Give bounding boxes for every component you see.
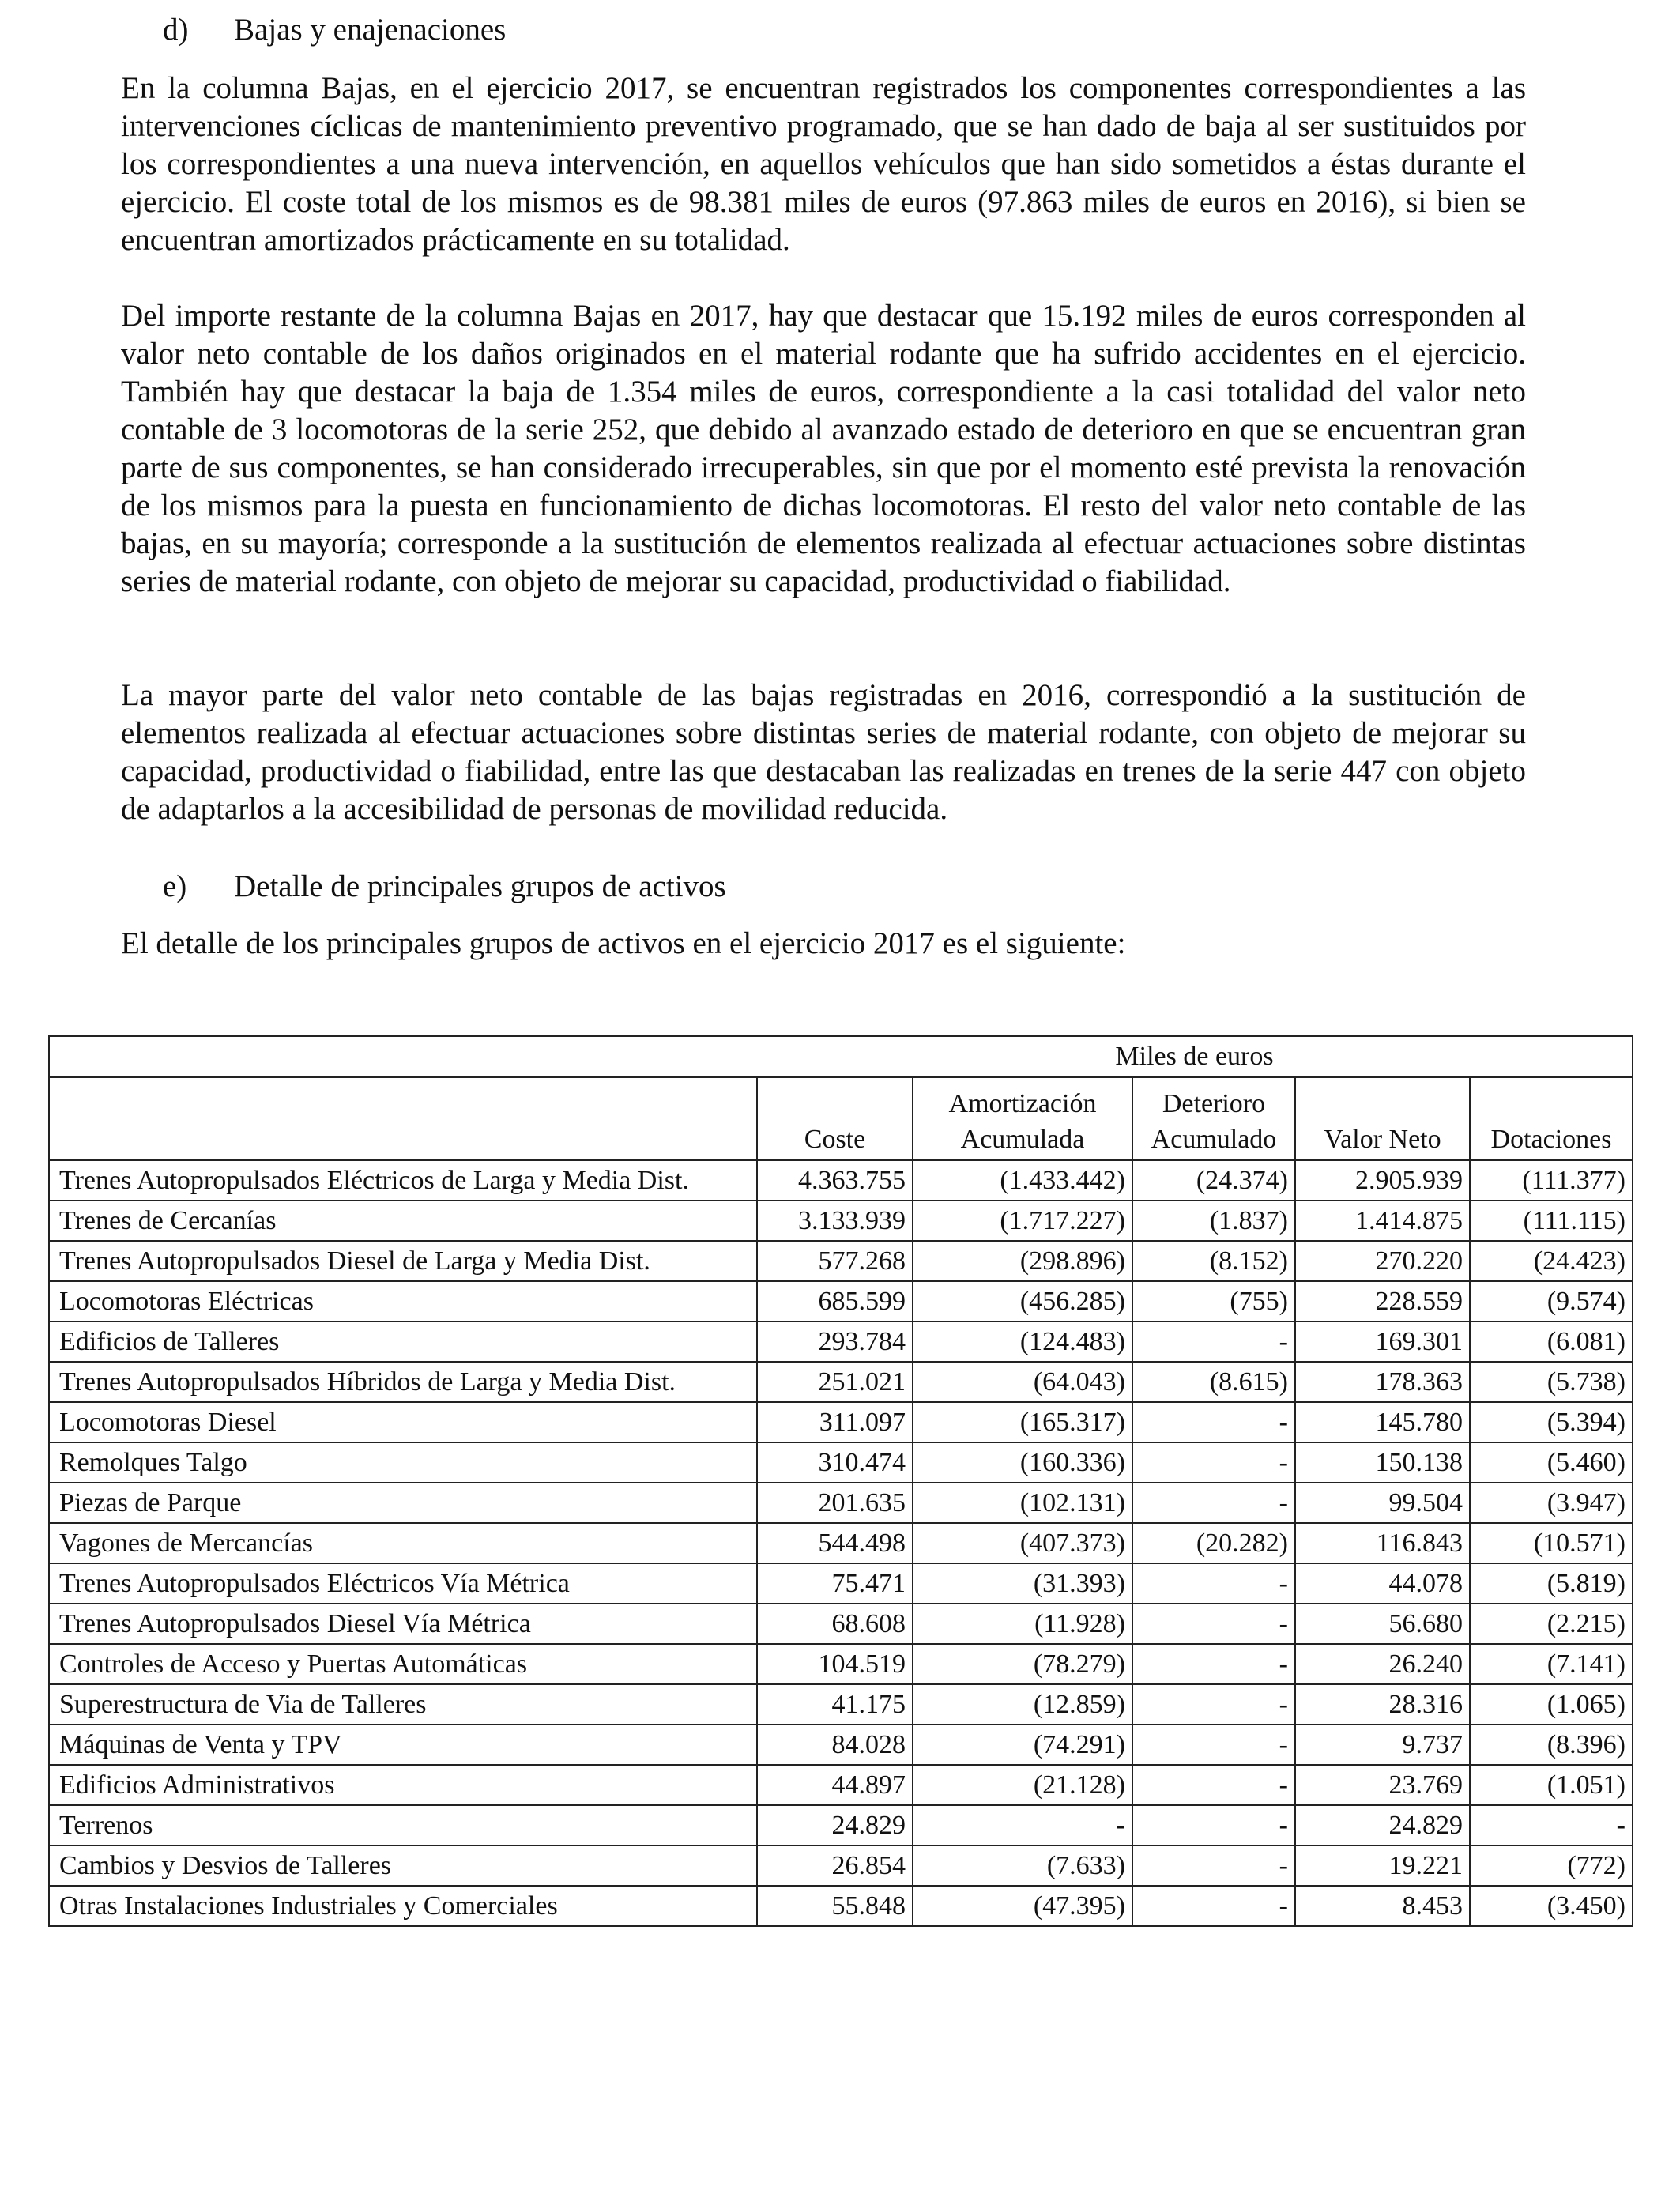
table-row: [49, 1644, 1633, 1684]
row-label: Trenes Autopropulsados Diesel de Larga y Media Dist.: [49, 1241, 757, 1281]
table-row: [49, 1765, 1633, 1805]
row-label: Superestructura de Via de Talleres: [49, 1684, 757, 1725]
section-e-marker: e): [163, 869, 187, 903]
row-label: Cambios y Desvios de Talleres: [49, 1845, 757, 1886]
row-label: Trenes Autopropulsados Híbridos de Larga y Media Dist.: [49, 1362, 757, 1402]
cell-coste: 41.175: [757, 1684, 913, 1725]
cell-deterioro: (8.615): [1132, 1362, 1295, 1402]
assets-table-body: [49, 1036, 1633, 1926]
cell-amortizacion: (47.395): [913, 1886, 1132, 1926]
cell-valor-neto: 169.301: [1295, 1321, 1470, 1362]
cell-deterioro: (1.837): [1132, 1201, 1295, 1241]
cell-deterioro: -: [1132, 1483, 1295, 1523]
cell-valor-neto: 150.138: [1295, 1442, 1470, 1483]
cell-deterioro: -: [1132, 1321, 1295, 1362]
paragraph-2: Del importe restante de la columna Bajas en 2017, hay que destacar que 15.192 miles de euros corresponden al valor neto contable de los daños originados en el material rodante que ha sufrido accidentes en el ejercicio. También hay que destacar la baja de 1.354 miles de euros, correspondiente a la casi totalidad del valor neto contable de 3 locomotoras de la serie 252, que debido al avanzado estado de deterioro en que se encuentran gran parte de sus componentes, se han considerado irrecuperables, sin que por el momento esté prevista la renovación de los mismos para la puesta en funcionamiento de dichas locomotoras. El resto del valor neto contable de las bajas, en su mayoría; corresponde a la sustitución de elementos realizada al efectuar actuaciones sobre distintas series de material rodante, con objeto de mejorar su capacidad, productividad o fiabilidad.: [121, 299, 1526, 598]
cell-amortizacion: (160.336): [913, 1442, 1132, 1483]
cell-amortizacion: (407.373): [913, 1523, 1132, 1563]
table-intro: El detalle de los principales grupos de activos en el ejercicio 2017 es el siguiente:: [121, 926, 1126, 960]
column-header-line: Valor Neto: [1324, 1125, 1441, 1154]
cell-coste: 44.897: [757, 1765, 913, 1805]
cell-deterioro: -: [1132, 1644, 1295, 1684]
table-row: [49, 1604, 1633, 1644]
row-label: Trenes Autopropulsados Diesel Vía Métrica: [49, 1604, 757, 1644]
cell-dotaciones: (3.450): [1470, 1886, 1633, 1926]
cell-valor-neto: 23.769: [1295, 1765, 1470, 1805]
header-blank-cell: [49, 1036, 757, 1077]
cell-amortizacion: (12.859): [913, 1684, 1132, 1725]
cell-coste: 577.268: [757, 1241, 913, 1281]
cell-deterioro: -: [1132, 1442, 1295, 1483]
cell-coste: 55.848: [757, 1886, 913, 1926]
cell-amortizacion: (165.317): [913, 1402, 1132, 1442]
row-label: Otras Instalaciones Industriales y Comerciales: [49, 1886, 757, 1926]
cell-deterioro: -: [1132, 1563, 1295, 1604]
column-header-deterioro: [1132, 1077, 1295, 1160]
section-d-heading: [163, 11, 506, 49]
cell-amortizacion: (102.131): [913, 1483, 1132, 1523]
table-row: [49, 1563, 1633, 1604]
cell-valor-neto: 56.680: [1295, 1604, 1470, 1644]
column-header-line: Acumulado: [1151, 1125, 1277, 1154]
cell-amortizacion: (1.433.442): [913, 1160, 1132, 1201]
cell-deterioro: (755): [1132, 1281, 1295, 1321]
cell-coste: 201.635: [757, 1483, 913, 1523]
column-header-line: Dotaciones: [1490, 1125, 1612, 1154]
row-label: Locomotoras Eléctricas: [49, 1281, 757, 1321]
cell-deterioro: (24.374): [1132, 1160, 1295, 1201]
section-e-heading: [163, 868, 726, 906]
table-row: [49, 1160, 1633, 1201]
table-row: [49, 1845, 1633, 1886]
cell-coste: 26.854: [757, 1845, 913, 1886]
cell-valor-neto: 116.843: [1295, 1523, 1470, 1563]
paragraph-1: En la columna Bajas, en el ejercicio 2017, se encuentran registrados los componentes correspondientes a las intervenciones cíclicas de mantenimiento preventivo programado, que se han dado de baja al ser sustituidos por los correspondientes a una nueva intervención, en aquellos vehículos que han sido sometidos a éstas durante el ejercicio. El coste total de los mismos es de 98.381 miles de euros (97.863 miles de euros en 2016), si bien se encuentran amortizados prácticamente en su totalidad.: [121, 71, 1526, 257]
cell-amortizacion: (1.717.227): [913, 1201, 1132, 1241]
table-row: [49, 1684, 1633, 1725]
column-header-valor-neto: [1295, 1077, 1470, 1160]
cell-dotaciones: (1.065): [1470, 1684, 1633, 1725]
cell-valor-neto: 2.905.939: [1295, 1160, 1470, 1201]
row-label: Terrenos: [49, 1805, 757, 1845]
cell-amortizacion: (456.285): [913, 1281, 1132, 1321]
cell-deterioro: -: [1132, 1402, 1295, 1442]
cell-dotaciones: (5.738): [1470, 1362, 1633, 1402]
cell-dotaciones: (2.215): [1470, 1604, 1633, 1644]
cell-dotaciones: (8.396): [1470, 1725, 1633, 1765]
table-row: [49, 1241, 1633, 1281]
row-label: Máquinas de Venta y TPV: [49, 1725, 757, 1765]
cell-dotaciones: (3.947): [1470, 1483, 1633, 1523]
cell-valor-neto: 8.453: [1295, 1886, 1470, 1926]
table-row: [49, 1725, 1633, 1765]
header-blank-cell: [49, 1077, 757, 1160]
row-label: Locomotoras Diesel: [49, 1402, 757, 1442]
table-row: [49, 1321, 1633, 1362]
cell-amortizacion: (21.128): [913, 1765, 1132, 1805]
cell-valor-neto: 24.829: [1295, 1805, 1470, 1845]
column-header-line: Amortización: [948, 1089, 1097, 1118]
row-label: Controles de Acceso y Puertas Automáticas: [49, 1644, 757, 1684]
cell-valor-neto: 28.316: [1295, 1684, 1470, 1725]
cell-dotaciones: (9.574): [1470, 1281, 1633, 1321]
row-label: Trenes de Cercanías: [49, 1201, 757, 1241]
cell-amortizacion: (78.279): [913, 1644, 1132, 1684]
cell-valor-neto: 19.221: [1295, 1845, 1470, 1886]
cell-dotaciones: (772): [1470, 1845, 1633, 1886]
table-row: [49, 1281, 1633, 1321]
cell-dotaciones: (10.571): [1470, 1523, 1633, 1563]
cell-valor-neto: 1.414.875: [1295, 1201, 1470, 1241]
table-row: [49, 1362, 1633, 1402]
cell-amortizacion: (7.633): [913, 1845, 1132, 1886]
cell-dotaciones: (24.423): [1470, 1241, 1633, 1281]
cell-coste: 251.021: [757, 1362, 913, 1402]
cell-dotaciones: (5.460): [1470, 1442, 1633, 1483]
column-header-line: Coste: [804, 1125, 866, 1154]
cell-valor-neto: 26.240: [1295, 1644, 1470, 1684]
row-label: Trenes Autopropulsados Eléctricos de Larga y Media Dist.: [49, 1160, 757, 1201]
cell-amortizacion: (74.291): [913, 1725, 1132, 1765]
cell-amortizacion: (64.043): [913, 1362, 1132, 1402]
table-row: [49, 1483, 1633, 1523]
cell-coste: 311.097: [757, 1402, 913, 1442]
section-e-title: Detalle de principales grupos de activos: [234, 869, 726, 903]
table-row: [49, 1805, 1633, 1845]
cell-amortizacion: (11.928): [913, 1604, 1132, 1644]
row-label: Edificios Administrativos: [49, 1765, 757, 1805]
row-label: Piezas de Parque: [49, 1483, 757, 1523]
cell-dotaciones: -: [1470, 1805, 1633, 1845]
cell-deterioro: -: [1132, 1765, 1295, 1805]
cell-dotaciones: (1.051): [1470, 1765, 1633, 1805]
assets-table: [48, 1035, 1633, 1927]
cell-dotaciones: (111.377): [1470, 1160, 1633, 1201]
cell-valor-neto: 178.363: [1295, 1362, 1470, 1402]
cell-dotaciones: (5.394): [1470, 1402, 1633, 1442]
column-header-line: Deterioro: [1162, 1089, 1266, 1118]
table-row: [49, 1523, 1633, 1563]
column-header-amortizacion: [913, 1077, 1132, 1160]
cell-amortizacion: (31.393): [913, 1563, 1132, 1604]
cell-deterioro: -: [1132, 1805, 1295, 1845]
cell-deterioro: (8.152): [1132, 1241, 1295, 1281]
cell-deterioro: -: [1132, 1886, 1295, 1926]
table-units: Miles de euros: [757, 1036, 1633, 1077]
row-label: Vagones de Mercancías: [49, 1523, 757, 1563]
cell-valor-neto: 145.780: [1295, 1402, 1470, 1442]
row-label: Trenes Autopropulsados Eléctricos Vía Métrica: [49, 1563, 757, 1604]
table-units-row: [49, 1036, 1633, 1077]
column-header-coste: [757, 1077, 913, 1160]
cell-valor-neto: 228.559: [1295, 1281, 1470, 1321]
cell-valor-neto: 9.737: [1295, 1725, 1470, 1765]
cell-dotaciones: (111.115): [1470, 1201, 1633, 1241]
column-header-line: Acumulada: [960, 1125, 1085, 1154]
cell-coste: 544.498: [757, 1523, 913, 1563]
cell-coste: 293.784: [757, 1321, 913, 1362]
cell-amortizacion: -: [913, 1805, 1132, 1845]
cell-deterioro: -: [1132, 1604, 1295, 1644]
paragraph-3: La mayor parte del valor neto contable de las bajas registradas en 2016, correspondió a la sustitución de elementos realizada al efectuar actuaciones sobre distintas series de material rodante, con objeto de mejorar su capacidad, productividad o fiabilidad, entre las que destacaban las realizadas en trenes de la serie 447 con objeto de adaptarlos a la accesibilidad de personas de movilidad reducida.: [121, 678, 1526, 826]
cell-deterioro: (20.282): [1132, 1523, 1295, 1563]
cell-coste: 24.829: [757, 1805, 913, 1845]
table-row: [49, 1442, 1633, 1483]
cell-coste: 68.608: [757, 1604, 913, 1644]
row-label: Edificios de Talleres: [49, 1321, 757, 1362]
column-header-dotaciones: [1470, 1077, 1633, 1160]
cell-valor-neto: 99.504: [1295, 1483, 1470, 1523]
cell-coste: 685.599: [757, 1281, 913, 1321]
cell-valor-neto: 270.220: [1295, 1241, 1470, 1281]
cell-deterioro: -: [1132, 1845, 1295, 1886]
cell-coste: 3.133.939: [757, 1201, 913, 1241]
table-row: [49, 1402, 1633, 1442]
cell-dotaciones: (7.141): [1470, 1644, 1633, 1684]
cell-deterioro: -: [1132, 1684, 1295, 1725]
cell-amortizacion: (298.896): [913, 1241, 1132, 1281]
cell-dotaciones: (6.081): [1470, 1321, 1633, 1362]
cell-coste: 75.471: [757, 1563, 913, 1604]
cell-coste: 4.363.755: [757, 1160, 913, 1201]
cell-dotaciones: (5.819): [1470, 1563, 1633, 1604]
section-d-title: Bajas y enajenaciones: [234, 13, 507, 47]
table-row: [49, 1886, 1633, 1926]
section-d-marker: d): [163, 13, 189, 47]
cell-amortizacion: (124.483): [913, 1321, 1132, 1362]
table-header-row: [49, 1077, 1633, 1160]
cell-deterioro: -: [1132, 1725, 1295, 1765]
cell-valor-neto: 44.078: [1295, 1563, 1470, 1604]
cell-coste: 84.028: [757, 1725, 913, 1765]
cell-coste: 104.519: [757, 1644, 913, 1684]
row-label: Remolques Talgo: [49, 1442, 757, 1483]
cell-coste: 310.474: [757, 1442, 913, 1483]
table-row: [49, 1201, 1633, 1241]
